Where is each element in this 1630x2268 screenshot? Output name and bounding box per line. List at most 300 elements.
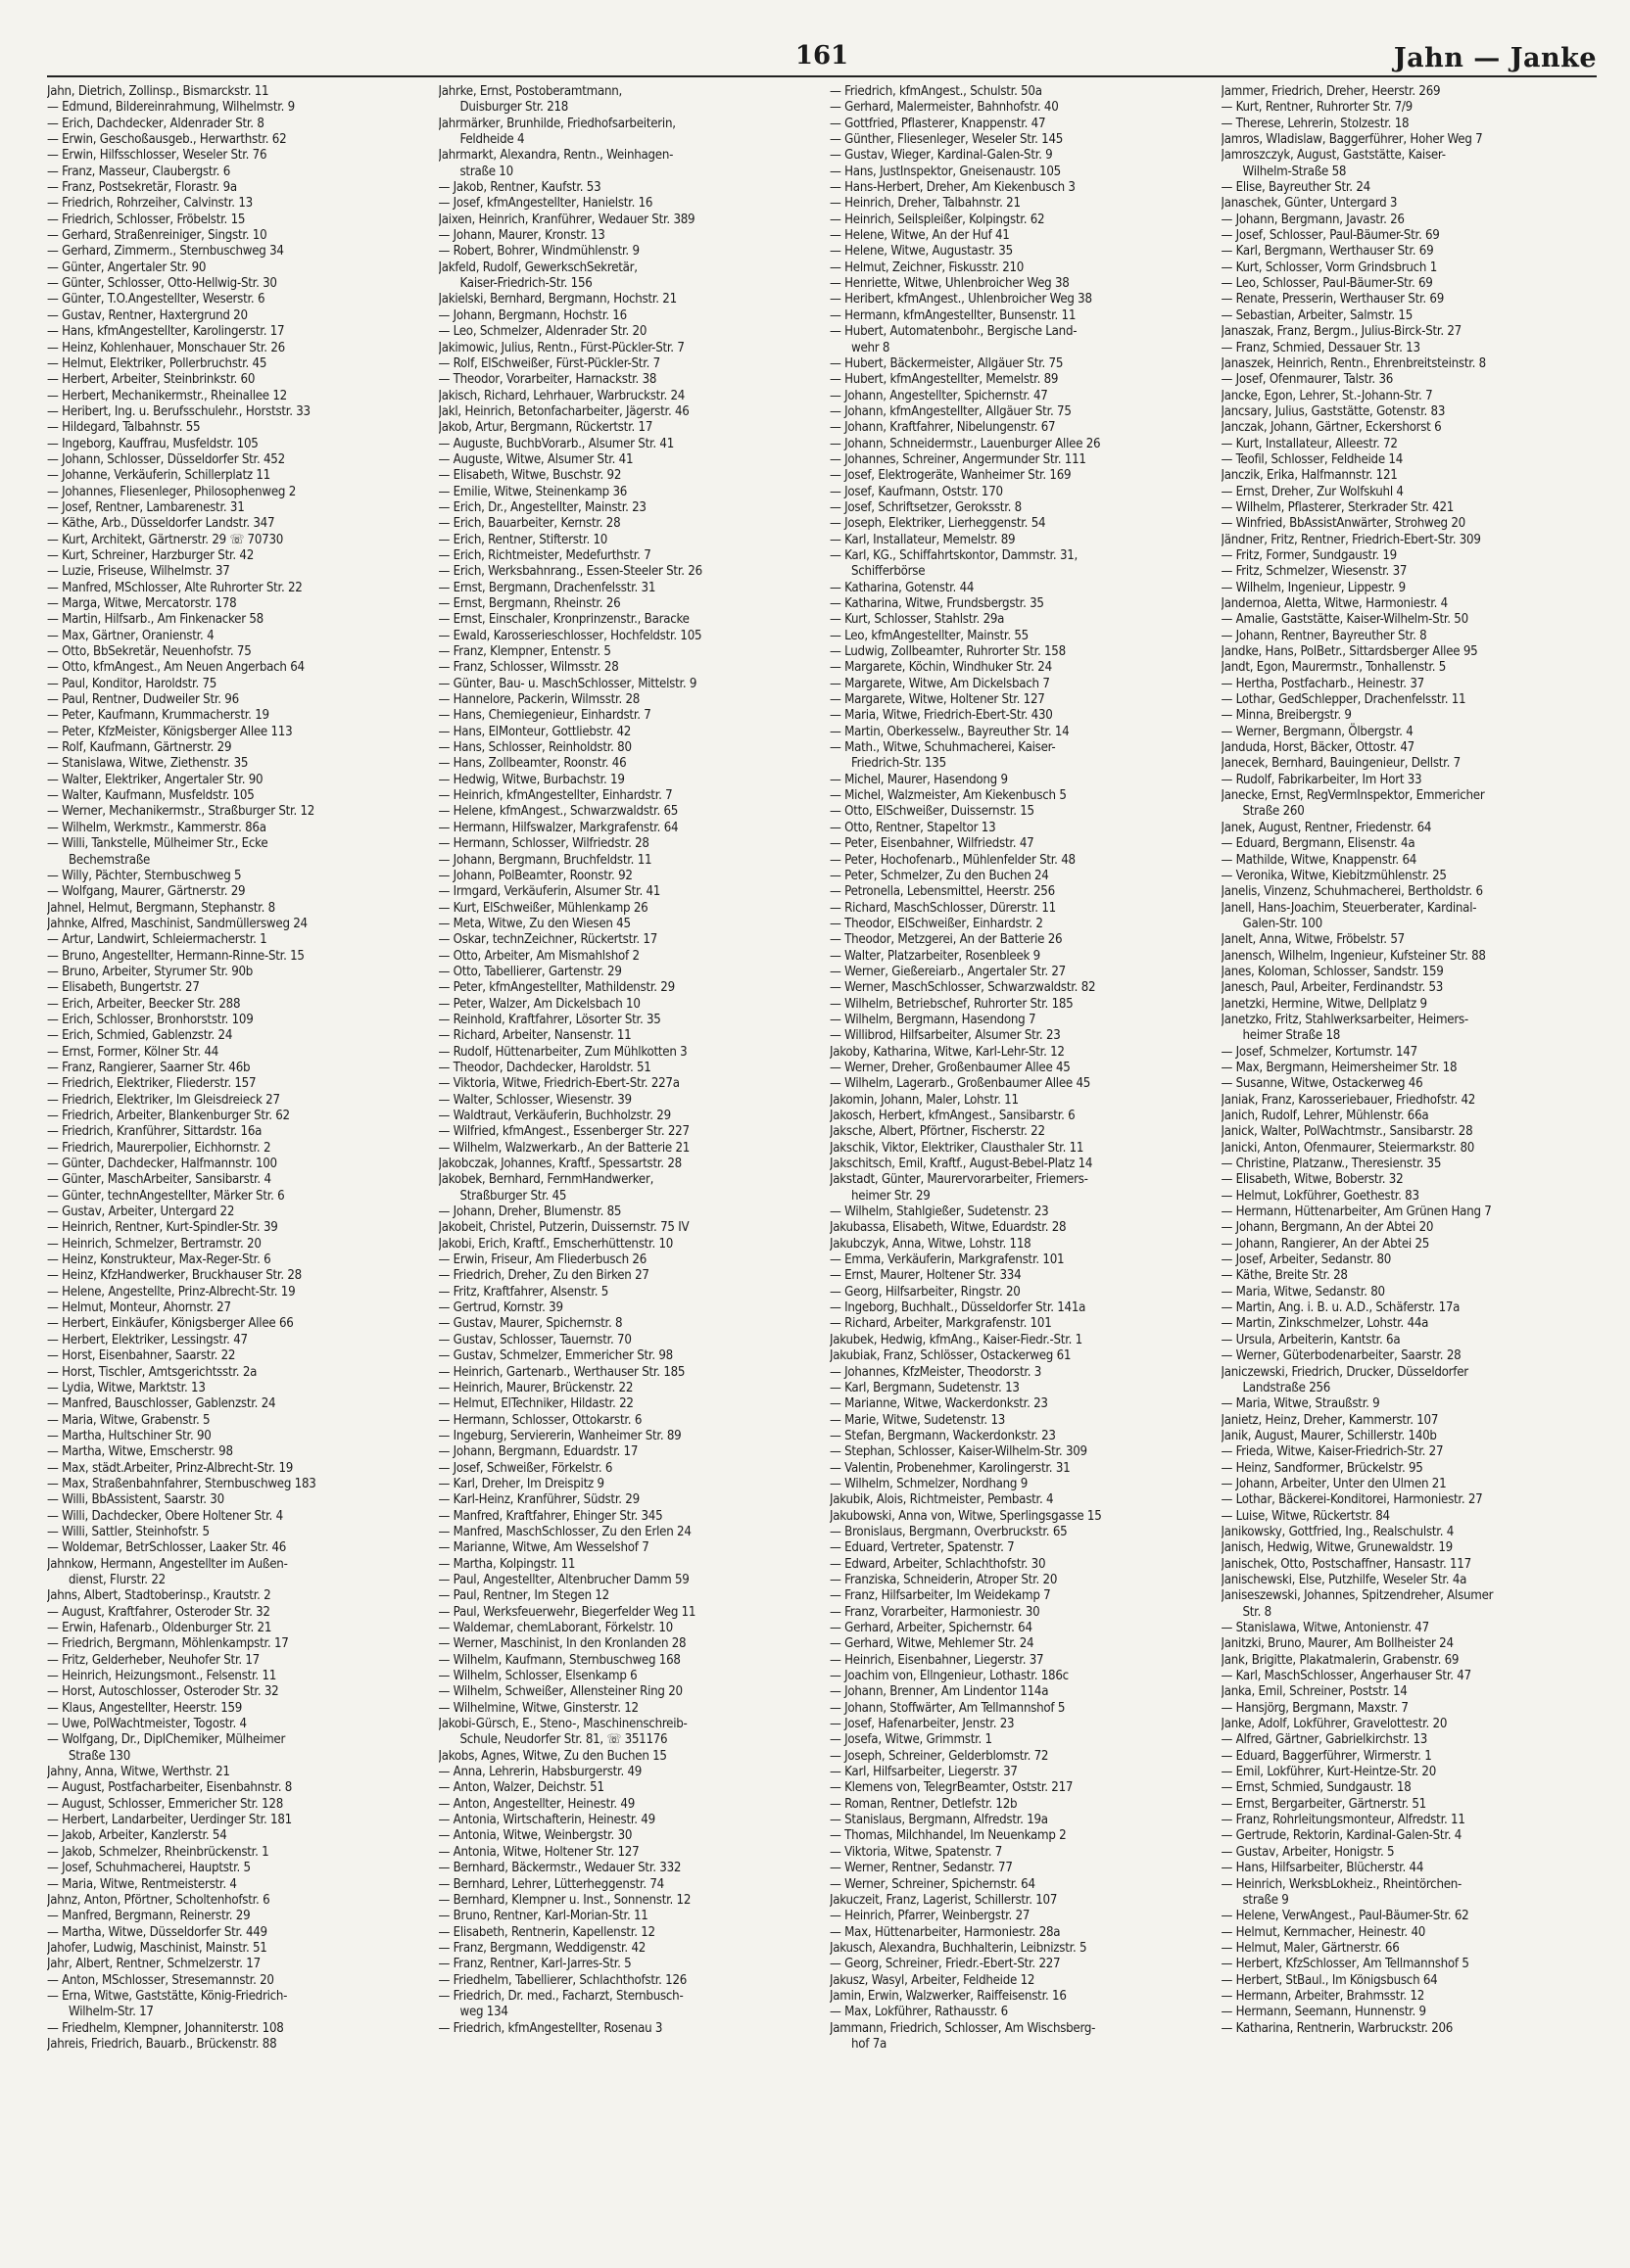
directory-entry: Janitzki, Bruno, Maurer, Am Bollheister 24 <box>1221 1636 1454 1652</box>
directory-entry: — Werner, Gießereiarb., Angertaler Str. 27 <box>830 964 1066 979</box>
directory-entry: — Manfred, Kraftfahrer, Ehinger Str. 345 <box>438 1508 663 1524</box>
directory-entry: — Elisabeth, Witwe, Buschstr. 92 <box>438 468 622 484</box>
directory-entry: — Martin, Zinkschmelzer, Lohstr. 44a <box>1221 1316 1429 1332</box>
directory-entry: — Georg, Schreiner, Friedr.-Ebert-Str. 227 <box>830 1957 1061 1972</box>
directory-entry: — Ingeborg, Buchhalt., Düsseldorfer Str. 141a <box>830 1300 1086 1316</box>
directory-entry: Janisch, Hedwig, Witwe, Grunewaldstr. 19 <box>1221 1540 1453 1556</box>
directory-entry: — Josef, Schuhmacherei, Hauptstr. 5 <box>47 1861 251 1876</box>
directory-entry: — Marie, Witwe, Sudetenstr. 13 <box>830 1412 1006 1428</box>
directory-entry: — Josef, kfmAngestellter, Hanielstr. 16 <box>438 196 653 212</box>
directory-entry: — Hedwig, Witwe, Burbachstr. 19 <box>438 772 625 787</box>
directory-entry: — Walter, Schlosser, Wiesenstr. 39 <box>438 1092 632 1108</box>
directory-entry: — Wolfgang, Dr., DiplChemiker, Mülheimer <box>47 1732 286 1748</box>
directory-entry: Janetzko, Fritz, Stahlwerksarbeiter, Heimers- <box>1221 1012 1468 1027</box>
directory-entry: — Ingeborg, Kauffrau, Musfeldstr. 105 <box>47 436 259 451</box>
directory-entry: — Willi, Sattler, Steinhofstr. 5 <box>47 1524 210 1539</box>
directory-entry: — Hubert, Automatenbohr., Bergische Land- <box>830 324 1078 340</box>
directory-entry: — Theodor, ElSchweißer, Einhardstr. 2 <box>830 916 1043 931</box>
directory-entry: — Gustav, Schmelzer, Emmericher Str. 98 <box>438 1348 673 1364</box>
directory-entry: — Bernhard, Klempner u. Inst., Sonnenstr. 12 <box>438 1892 692 1908</box>
directory-entry: — Martin, Ang. i. B. u. A.D., Schäferstr. 17a <box>1221 1300 1461 1316</box>
directory-entry: — Werner, Mechanikermstr., Straßburger Str. 12 <box>47 804 315 820</box>
directory-entry: — Günter, MaschArbeiter, Sansibarstr. 4 <box>47 1172 271 1188</box>
directory-entry: Janka, Emil, Schreiner, Poststr. 14 <box>1221 1684 1408 1700</box>
directory-entry: Bechemstraße <box>69 852 151 868</box>
directory-entry: — Karl, KG., Schiffahrtskontor, Dammstr. 31, <box>830 547 1079 563</box>
directory-entry: heimer Straße 18 <box>1242 1028 1341 1044</box>
directory-entry: — Rudolf, Hüttenarbeiter, Zum Mühlkotten 3 <box>438 1044 688 1060</box>
directory-entry: Jakisch, Richard, Lehrhauer, Warbruckstr. 24 <box>438 388 686 403</box>
directory-entry: — Walter, Elektriker, Angertaler Str. 90 <box>47 772 264 787</box>
directory-entry: — Erich, Werksbahnrang., Essen-Steeler Str. 26 <box>438 564 702 580</box>
directory-entry: — Johannes, KfzMeister, Theodorstr. 3 <box>830 1364 1042 1380</box>
directory-column-1 <box>47 84 423 2260</box>
directory-entry: — Ernst, Bergarbeiter, Gärtnerstr. 51 <box>1221 1796 1426 1812</box>
directory-entry: — Heinz, Kohlenhauer, Monschauer Str. 26 <box>47 340 285 355</box>
directory-entry: Janesch, Paul, Arbeiter, Ferdinandstr. 53 <box>1221 980 1444 996</box>
directory-entry: Feldheide 4 <box>459 132 525 148</box>
directory-entry: — Hans, Schlosser, Reinholdstr. 80 <box>438 740 632 756</box>
directory-entry: — Hans, ElMonteur, Gottliebstr. 42 <box>438 724 632 739</box>
directory-entry: Jahnel, Helmut, Bergmann, Stephanstr. 8 <box>47 900 275 916</box>
directory-entry: — Wilhelmine, Witwe, Ginsterstr. 12 <box>438 1700 639 1716</box>
directory-entry: Janduda, Horst, Bäcker, Ottostr. 47 <box>1221 740 1414 756</box>
directory-entry: — Bruno, Arbeiter, Styrumer Str. 90b <box>47 964 254 979</box>
directory-entry: — Werner, MaschSchlosser, Schwarzwaldstr. 82 <box>830 980 1096 996</box>
directory-entry: — Rolf, ElSchweißer, Fürst-Pückler-Str. 7 <box>438 355 660 371</box>
directory-entry: — Heinrich, kfmAngestellter, Einhardstr. 7 <box>438 788 673 804</box>
directory-entry: — Willi, Tankstelle, Mülheimer Str., Ecke <box>47 836 268 852</box>
directory-entry: Janiseszewski, Johannes, Spitzendreher, Alsumer <box>1221 1588 1494 1604</box>
directory-entry: — Anton, Walzer, Deichstr. 51 <box>438 1780 604 1796</box>
directory-entry: — Friedrich, Schlosser, Fröbelstr. 15 <box>47 212 246 227</box>
directory-entry: — Woldemar, BetrSchlosser, Laaker Str. 46 <box>47 1540 287 1556</box>
directory-entry: — Bruno, Rentner, Karl-Morian-Str. 11 <box>438 1909 648 1924</box>
directory-entry: — Wilhelm, Betriebschef, Ruhrorter Str. 185 <box>830 996 1074 1012</box>
directory-entry: — Elisabeth, Bungertstr. 27 <box>47 980 200 996</box>
directory-entry: Landstraße 256 <box>1242 1380 1331 1395</box>
directory-entry: — Hertha, Postfacharb., Heinestr. 37 <box>1221 676 1424 691</box>
directory-entry: Jakstadt, Günter, Maurervorarbeiter, Friemers- <box>830 1172 1088 1188</box>
directory-entry: Jakimowic, Julius, Rentn., Fürst-Pückler-Str. 7 <box>438 340 685 355</box>
directory-entry: — Johann, PolBeamter, Roonstr. 92 <box>438 868 633 883</box>
directory-entry: — Petronella, Lebensmittel, Heerstr. 256 <box>830 884 1055 900</box>
directory-entry: — Lothar, Bäckerei-Konditorei, Harmoniestr. 27 <box>1221 1492 1483 1508</box>
directory-column-3 <box>830 84 1206 2260</box>
directory-entry: — Veronika, Witwe, Kiebitzmühlenstr. 25 <box>1221 868 1447 883</box>
directory-entry: — Herbert, KfzSchlosser, Am Tellmannshof 5 <box>1221 1957 1469 1972</box>
directory-entry: — Hermann, Hüttenarbeiter, Am Grünen Hang 7 <box>1221 1205 1492 1220</box>
directory-entry: Schifferbörse <box>851 564 926 580</box>
directory-entry: — Otto, kfmAngest., Am Neuen Angerbach 64 <box>47 660 305 676</box>
directory-entry: — Karl, Bergmann, Werthauser Str. 69 <box>1221 244 1434 260</box>
directory-entry: Janicki, Anton, Ofenmaurer, Steiermarkstr. 80 <box>1221 1140 1475 1156</box>
directory-entry: — Edward, Arbeiter, Schlachthofstr. 30 <box>830 1556 1046 1572</box>
directory-entry: — Ewald, Karosserieschlosser, Hochfeldstr. 105 <box>438 628 702 643</box>
directory-entry: — Wilhelm, Schmelzer, Nordhang 9 <box>830 1476 1029 1491</box>
directory-entry: wehr 8 <box>851 340 890 355</box>
directory-entry: — Martin, Hilfsarb., Am Finkenacker 58 <box>47 612 264 628</box>
directory-entry: — Käthe, Arb., Düsseldorfer Landstr. 347 <box>47 516 275 532</box>
directory-entry: — Max, Straßenbahnfahrer, Sternbuschweg 183 <box>47 1476 316 1491</box>
directory-entry: — Stanislawa, Witwe, Ziethenstr. 35 <box>47 756 249 772</box>
directory-entry: — Kurt, Schlosser, Vorm Grindsbruch 1 <box>1221 260 1437 275</box>
directory-entry: Janensch, Wilhelm, Ingenieur, Kufsteiner Str. 88 <box>1221 948 1486 964</box>
directory-entry: — Heinrich, Seilspleißer, Kolpingstr. 62 <box>830 212 1045 227</box>
directory-entry: — Franz, Bergmann, Weddigenstr. 42 <box>438 1940 647 1956</box>
directory-entry: — Gerhard, Arbeiter, Spichernstr. 64 <box>830 1621 1032 1635</box>
directory-entry: Jamin, Erwin, Walzwerker, Raiffeisenstr. 16 <box>830 1988 1067 2004</box>
directory-entry: — Fritz, Former, Sundgaustr. 19 <box>1221 547 1397 563</box>
directory-entry: Jakuczeit, Franz, Lagerist, Schillerstr. 107 <box>830 1892 1058 1908</box>
directory-entry: — Jakob, Rentner, Kaufstr. 53 <box>438 180 601 196</box>
directory-entry: — Friedrich, Dr. med., Facharzt, Sternbusch- <box>438 1988 684 2004</box>
directory-entry: — Ingeburg, Serviererin, Wanheimer Str. 89 <box>438 1428 682 1443</box>
directory-entry: — Herbert, Elektriker, Lessingstr. 47 <box>47 1332 248 1347</box>
directory-entry: — Helene, Angestellte, Prinz-Albrecht-Str. 19 <box>47 1284 296 1299</box>
directory-entry: Jamros, Wladislaw, Baggerführer, Hoher Weg 7 <box>1221 132 1483 148</box>
directory-entry: — Peter, kfmAngestellter, Mathildenstr. 29 <box>438 980 675 996</box>
directory-entry: — Franz, Klempner, Entenstr. 5 <box>438 644 611 660</box>
directory-entry: — Franz, Vorarbeiter, Harmoniestr. 30 <box>830 1604 1040 1620</box>
directory-entry: Janiczewski, Friedrich, Drucker, Düsseldorfer <box>1221 1364 1468 1380</box>
directory-entry: Janell, Hans-Joachim, Steuerberater, Kardinal- <box>1221 900 1477 916</box>
directory-entry: — Willi, Dachdecker, Obere Holtener Str. 4 <box>47 1508 283 1524</box>
directory-entry: — Johann, Bergmann, Bruchfeldstr. 11 <box>438 852 652 868</box>
directory-entry: — Paul, Rentner, Dudweiler Str. 96 <box>47 692 239 708</box>
directory-entry: Jändner, Fritz, Rentner, Friedrich-Ebert-Str. 309 <box>1221 532 1481 547</box>
directory-entry: — Manfred, MSchlosser, Alte Ruhrorter Str. 22 <box>47 580 303 595</box>
directory-entry: — Elisabeth, Rentnerin, Kapellenstr. 12 <box>438 1924 655 1940</box>
directory-entry: — Johann, Stoffwärter, Am Tellmannshof 5 <box>830 1700 1066 1716</box>
directory-entry: — Irmgard, Verkäuferin, Alsumer Str. 41 <box>438 884 661 900</box>
directory-entry: — Robert, Bohrer, Windmühlenstr. 9 <box>438 244 640 260</box>
directory-entry: — Peter, Walzer, Am Dickelsbach 10 <box>438 996 641 1012</box>
directory-entry: Janischek, Otto, Postschaffner, Hansastr. 117 <box>1221 1556 1471 1572</box>
directory-entry: Jakielski, Bernhard, Bergmann, Hochstr. 21 <box>438 292 677 307</box>
directory-entry: — Stefan, Bergmann, Wackerdonkstr. 23 <box>830 1428 1056 1443</box>
directory-entry: Janikowsky, Gottfried, Ing., Realschulstr. 4 <box>1221 1524 1455 1539</box>
directory-entry: — Erich, Schmied, Gablenzstr. 24 <box>47 1028 233 1044</box>
directory-entry: — Heinrich, Rentner, Kurt-Spindler-Str. 39 <box>47 1220 278 1236</box>
directory-entry: Jakubik, Alois, Richtmeister, Pembastr. 4 <box>830 1492 1054 1508</box>
directory-entry: — Friedrich, Elektriker, Im Gleisdreieck 27 <box>47 1092 280 1108</box>
directory-entry: — Otto, BbSekretär, Neuenhofstr. 75 <box>47 644 252 660</box>
directory-entry: — Gertrud, Kornstr. 39 <box>438 1300 563 1316</box>
directory-entry: — Viktoria, Witwe, Friedrich-Ebert-Str. 227a <box>438 1076 680 1092</box>
directory-entry: — Bernhard, Bäckermstr., Wedauer Str. 332 <box>438 1861 682 1876</box>
directory-entry: Janes, Koloman, Schlosser, Sandstr. 159 <box>1221 964 1444 979</box>
directory-entry: — Gerhard, Malermeister, Bahnhofstr. 40 <box>830 100 1059 116</box>
directory-entry: Janischewski, Else, Putzhilfe, Weseler Str. 4a <box>1221 1572 1467 1587</box>
directory-entry: — Renate, Presserin, Werthauser Str. 69 <box>1221 292 1445 307</box>
directory-entry: — Max, städt.Arbeiter, Prinz-Albrecht-Str. 19 <box>47 1460 294 1476</box>
directory-entry: — Heinrich, Gartenarb., Werthauser Str. 185 <box>438 1364 686 1380</box>
directory-entry: Straßburger Str. 45 <box>459 1188 567 1204</box>
directory-entry: Wilhelm-Str. 17 <box>69 2005 154 2020</box>
directory-entry: — Karl, Dreher, Im Dreispitz 9 <box>438 1476 604 1491</box>
directory-entry: — Manfred, MaschSchlosser, Zu den Erlen 24 <box>438 1524 692 1539</box>
directory-entry: — Hans, JustInspektor, Gneisenaustr. 105 <box>830 164 1061 179</box>
directory-entry: — Emma, Verkäuferin, Markgrafenstr. 101 <box>830 1252 1065 1268</box>
directory-entry: — Werner, Güterbodenarbeiter, Saarstr. 28 <box>1221 1348 1462 1364</box>
directory-entry: — Heinrich, Heizungsmont., Felsenstr. 11 <box>47 1669 277 1684</box>
directory-entry: — Günter, Angertaler Str. 90 <box>47 260 207 275</box>
directory-entry: — Math., Witwe, Schuhmacherei, Kaiser- <box>830 740 1056 756</box>
directory-entry: — Manfred, Bauschlosser, Gablenzstr. 24 <box>47 1396 276 1412</box>
directory-entry: — Friedhelm, Klempner, Johanniterstr. 108 <box>47 2020 284 2036</box>
directory-entry: Janetzki, Hermine, Witwe, Dellplatz 9 <box>1221 996 1427 1012</box>
directory-entry: — Bernhard, Lehrer, Lütterheggenstr. 74 <box>438 1876 664 1892</box>
directory-entry: — Oskar, technZeichner, Rückertstr. 17 <box>438 932 658 948</box>
directory-entry: — Wilhelm, Pflasterer, Sterkrader Str. 421 <box>1221 499 1455 515</box>
directory-entry: — Wilhelm, Stahlgießer, Sudetenstr. 23 <box>830 1205 1049 1220</box>
directory-entry: — Karl, Installateur, Memelstr. 89 <box>830 532 1016 547</box>
directory-entry: — Richard, MaschSchlosser, Dürerstr. 11 <box>830 900 1056 916</box>
directory-entry: — Stanislawa, Witwe, Antonienstr. 47 <box>1221 1621 1429 1635</box>
directory-entry: — Erwin, Friseur, Am Fliederbusch 26 <box>438 1252 647 1268</box>
directory-entry: Jakoby, Katharina, Witwe, Karl-Lehr-Str. 12 <box>830 1044 1065 1060</box>
directory-entry: — Fritz, Schmelzer, Wiesenstr. 37 <box>1221 564 1408 580</box>
directory-entry: Jakobek, Bernhard, FernmHandwerker, <box>438 1172 654 1188</box>
directory-entry: — Helene, Witwe, An der Huf 41 <box>830 228 1010 244</box>
directory-entry: Jahrmärker, Brunhilde, Friedhofsarbeiterin, <box>438 116 676 131</box>
directory-entry: Jakubek, Hedwig, kfmAng., Kaiser-Fiedr.-Str. 1 <box>830 1332 1082 1347</box>
directory-entry: Jahn, Dietrich, Zollinsp., Bismarckstr. 11 <box>47 84 269 99</box>
directory-entry: — Günter, Dachdecker, Halfmannstr. 100 <box>47 1157 277 1172</box>
directory-entry: — Johann, Bergmann, An der Abtei 20 <box>1221 1220 1434 1236</box>
directory-entry: — Hans, kfmAngestellter, Karolingerstr. 17 <box>47 324 285 340</box>
directory-entry: — Karl-Heinz, Kranführer, Südstr. 29 <box>438 1492 640 1508</box>
directory-entry: Jaixen, Heinrich, Kranführer, Wedauer Str. 389 <box>438 212 695 227</box>
directory-entry: — Peter, Schmelzer, Zu den Buchen 24 <box>830 868 1049 883</box>
directory-entry: — Eduard, Bergmann, Elisenstr. 4a <box>1221 836 1415 852</box>
directory-entry: — Willibrod, Hilfsarbeiter, Alsumer Str. 23 <box>830 1028 1061 1044</box>
directory-entry: — Martha, Witwe, Düsseldorfer Str. 449 <box>47 1924 267 1940</box>
directory-entry: — Erich, Arbeiter, Beecker Str. 288 <box>47 996 241 1012</box>
directory-entry: Jakubiak, Franz, Schlösser, Ostackerweg 61 <box>830 1348 1072 1364</box>
directory-entry: — Helene, kfmAngest., Schwarzwaldstr. 65 <box>438 804 679 820</box>
directory-entry: — Karl, Hilfsarbeiter, Liegerstr. 37 <box>830 1765 1018 1780</box>
directory-entry: — Friedrich, Bergmann, Möhlenkampstr. 17 <box>47 1636 289 1652</box>
directory-entry: Janich, Rudolf, Lehrer, Mühlenstr. 66a <box>1221 1109 1429 1123</box>
directory-entry: — Wilhelm, Werkmstr., Kammerstr. 86a <box>47 820 266 835</box>
directory-entry: — Friedrich, kfmAngest., Schulstr. 50a <box>830 84 1042 99</box>
directory-entry: — Ernst, Bergmann, Drachenfelsstr. 31 <box>438 580 656 595</box>
directory-entry: — Luzie, Friseuse, Wilhelmstr. 37 <box>47 564 230 580</box>
directory-entry: — Franz, Schlosser, Wilmsstr. 28 <box>438 660 619 676</box>
directory-entry: Jamroszczyk, August, Gaststätte, Kaiser- <box>1221 148 1446 164</box>
directory-entry: Jaksche, Albert, Pförtner, Fischerstr. 22 <box>830 1124 1045 1140</box>
directory-entry: Jakusch, Alexandra, Buchhalterin, Leibnizstr. 5 <box>830 1940 1087 1956</box>
directory-entry: — Erich, Richtmeister, Medefurthstr. 7 <box>438 547 651 563</box>
directory-entry: — Mathilde, Witwe, Knappenstr. 64 <box>1221 852 1417 868</box>
directory-entry: — Stephan, Schlosser, Kaiser-Wilhelm-Str. 309 <box>830 1444 1087 1460</box>
directory-entry: — Otto, ElSchweißer, Duissernstr. 15 <box>830 804 1034 820</box>
directory-entry: — Anton, Angestellter, Heinestr. 49 <box>438 1796 636 1812</box>
directory-entry: — Friedhelm, Tabellierer, Schlachthofstr. 126 <box>438 1972 688 1988</box>
directory-entry: — Heinz, Sandformer, Brückelstr. 95 <box>1221 1460 1423 1476</box>
directory-entry: — Amalie, Gaststätte, Kaiser-Wilhelm-Str. 50 <box>1221 612 1468 628</box>
directory-entry: Jancke, Egon, Lehrer, St.-Johann-Str. 7 <box>1221 388 1433 403</box>
directory-entry: — Ernst, Schmied, Sundgaustr. 18 <box>1221 1780 1412 1796</box>
directory-entry: — Kurt, Architekt, Gärtnerstr. 29 ☏ 70730 <box>47 532 284 547</box>
directory-entry: — Leo, Schlosser, Paul-Bäumer-Str. 69 <box>1221 276 1433 292</box>
directory-entry: — Peter, Eisenbahner, Wilfriedstr. 47 <box>830 836 1034 852</box>
directory-entry: — Erwin, Geschoßausgeb., Herwarthstr. 62 <box>47 132 287 148</box>
directory-entry: — Wilhelm, Lagerarb., Großenbaumer Allee 45 <box>830 1076 1091 1092</box>
page-number: 161 <box>794 41 849 71</box>
directory-entry: — Erich, Schlosser, Bronhorststr. 109 <box>47 1012 254 1027</box>
directory-entry: — Josef, Elektrogeräte, Wanheimer Str. 169 <box>830 468 1072 484</box>
directory-entry: Jancsary, Julius, Gaststätte, Gotenstr. 83 <box>1221 403 1446 419</box>
directory-entry: Jahreis, Friedrich, Bauarb., Brückenstr. 88 <box>47 2036 277 2052</box>
directory-entry: Schule, Neudorfer Str. 81, ☏ 351176 <box>459 1732 668 1748</box>
directory-entry: — Gerhard, Straßenreiniger, Singstr. 10 <box>47 228 267 244</box>
directory-entry: — Gustav, Arbeiter, Honigstr. 5 <box>1221 1844 1395 1860</box>
directory-entry: — Helmut, Elektriker, Pollerbruchstr. 45 <box>47 355 267 371</box>
directory-entry: — August, Schlosser, Emmericher Str. 128 <box>47 1796 283 1812</box>
directory-entry: — Leo, Schmelzer, Aldenrader Str. 20 <box>438 324 647 340</box>
directory-entry: — Franz, Hilfsarbeiter, Im Weidekamp 7 <box>830 1588 1051 1604</box>
directory-entry: — Kurt, Installateur, Alleestr. 72 <box>1221 436 1398 451</box>
directory-entry: Janaszek, Heinrich, Rentn., Ehrenbreitsteinstr. 8 <box>1221 355 1486 371</box>
directory-entry: — Theodor, Metzgerei, An der Batterie 26 <box>830 932 1063 948</box>
directory-entry: — Luise, Witwe, Rückertstr. 84 <box>1221 1508 1390 1524</box>
directory-entry: Jahny, Anna, Witwe, Werthstr. 21 <box>47 1765 230 1780</box>
directory-entry: — Gustav, Maurer, Spichernstr. 8 <box>438 1316 623 1332</box>
header-rule <box>47 75 1597 77</box>
directory-entry: — Josef, Schweißer, Förkelstr. 6 <box>438 1460 613 1476</box>
directory-entry: — Johann, Maurer, Kronstr. 13 <box>438 228 605 244</box>
directory-entry: — Hermann, Seemann, Hunnenstr. 9 <box>1221 2005 1426 2020</box>
directory-entry: — Joachim von, Ellngenieur, Lothastr. 186c <box>830 1669 1069 1684</box>
directory-entry: — Johann, Angestellter, Spichernstr. 47 <box>830 388 1048 403</box>
directory-entry: — Werner, Schreiner, Spichernstr. 64 <box>830 1876 1035 1892</box>
directory-entry: — Ernst, Dreher, Zur Wolfskuhl 4 <box>1221 484 1404 499</box>
directory-entry: — Wilfried, kfmAngest., Essenberger Str. 227 <box>438 1124 690 1140</box>
directory-entry: — Marianne, Witwe, Wackerdonkstr. 23 <box>830 1396 1048 1412</box>
directory-entry: — Käthe, Breite Str. 28 <box>1221 1268 1348 1284</box>
directory-entry: — Hermann, Hilfswalzer, Markgrafenstr. 64 <box>438 820 679 835</box>
directory-entry: — Elisabeth, Witwe, Boberstr. 32 <box>1221 1172 1404 1188</box>
directory-entry: Jakusz, Wasyl, Arbeiter, Feldheide 12 <box>830 1972 1035 1988</box>
directory-entry: Jank, Brigitte, Plakatmalerin, Grabenstr. 69 <box>1221 1652 1460 1668</box>
directory-entry: — Georg, Hilfsarbeiter, Ringstr. 20 <box>830 1284 1021 1299</box>
directory-entry: — Günter, T.O.Angestellter, Weserstr. 6 <box>47 292 265 307</box>
directory-entry: — Josef, Hafenarbeiter, Jenstr. 23 <box>830 1717 1015 1732</box>
directory-entry: — Hermann, Arbeiter, Brahmsstr. 12 <box>1221 1988 1425 2004</box>
directory-entry: — Christine, Platzanw., Theresienstr. 35 <box>1221 1157 1442 1172</box>
directory-entry: — Katharina, Rentnerin, Warbruckstr. 206 <box>1221 2020 1454 2036</box>
directory-entry: — Otto, Arbeiter, Am Mismahlshof 2 <box>438 948 640 964</box>
directory-entry: — Walter, Kaufmann, Musfeldstr. 105 <box>47 788 255 804</box>
directory-entry: Janelis, Vinzenz, Schuhmacherei, Bertholdstr. 6 <box>1221 884 1483 900</box>
directory-entry: — Kurt, Schlosser, Stahlstr. 29a <box>830 612 1005 628</box>
directory-entry: — Herbert, Mechanikermstr., Rheinallee 12 <box>47 388 287 403</box>
directory-entry: Jahrke, Ernst, Postoberamtmann, <box>438 84 623 99</box>
directory-entry: — Josef, Kaufmann, Oststr. 170 <box>830 484 1003 499</box>
directory-entry: — Josef, Schlosser, Paul-Bäumer-Str. 69 <box>1221 228 1440 244</box>
directory-entry: — Maria, Witwe, Friedrich-Ebert-Str. 430 <box>830 708 1053 724</box>
directory-entry: — Margarete, Witwe, Am Dickelsbach 7 <box>830 676 1050 691</box>
directory-entry: — Franz, Rentner, Karl-Jarres-Str. 5 <box>438 1957 632 1972</box>
directory-entry: Jakobs, Agnes, Witwe, Zu den Buchen 15 <box>438 1748 667 1764</box>
directory-entry: Jammer, Friedrich, Dreher, Heerstr. 269 <box>1221 84 1441 99</box>
directory-entry: — Maria, Witwe, Rentmeisterstr. 4 <box>47 1876 237 1892</box>
directory-entry: — Teofil, Schlosser, Feldheide 14 <box>1221 451 1404 467</box>
directory-entry: — Friedrich, Arbeiter, Blankenburger Str. 62 <box>47 1109 290 1123</box>
directory-entry: — Josef, Ofenmaurer, Talstr. 36 <box>1221 372 1394 388</box>
directory-entry: Janecke, Ernst, RegVermInspektor, Emmericher <box>1221 788 1485 804</box>
directory-entry: — Willy, Pächter, Sternbuschweg 5 <box>47 868 242 883</box>
directory-entry: — Ernst, Maurer, Holtener Str. 334 <box>830 1268 1022 1284</box>
directory-entry: — Franziska, Schneiderin, Atroper Str. 20 <box>830 1572 1058 1587</box>
directory-entry: — Günther, Fliesenleger, Weseler Str. 145 <box>830 132 1064 148</box>
directory-entry: Jakschik, Viktor, Elektriker, Clausthaler Str. 11 <box>830 1140 1084 1156</box>
directory-entry: — Werner, Rentner, Sedanstr. 77 <box>830 1861 1013 1876</box>
directory-entry: — Franz, Schmied, Dessauer Str. 13 <box>1221 340 1420 355</box>
directory-entry: Jahnke, Alfred, Maschinist, Sandmüllersweg 24 <box>47 916 308 931</box>
directory-entry: — Marga, Witwe, Mercatorstr. 178 <box>47 596 237 611</box>
directory-entry: — Hans, Chemiegenieur, Einhardstr. 7 <box>438 708 651 724</box>
directory-entry: — Minna, Breibergstr. 9 <box>1221 708 1352 724</box>
directory-entry: — Max, Gärtner, Oranienstr. 4 <box>47 628 215 643</box>
directory-entry: Wilhelm-Straße 58 <box>1242 164 1347 179</box>
directory-entry: — Ernst, Former, Kölner Str. 44 <box>47 1044 219 1060</box>
directory-entry: — Johann, Bergmann, Hochstr. 16 <box>438 307 627 323</box>
directory-entry: — Peter, Hochofenarb., Mühlenfelder Str. 48 <box>830 852 1076 868</box>
directory-entry: — Peter, KfzMeister, Königsberger Allee 113 <box>47 724 293 739</box>
directory-entry: — Johann, Schneidermstr., Lauenburger Allee 26 <box>830 436 1101 451</box>
directory-entry: — Johann, Bergmann, Eduardstr. 17 <box>438 1444 639 1460</box>
directory-entry: Str. 8 <box>1242 1604 1271 1620</box>
directory-entry: — Franz, Rangierer, Saarner Str. 46b <box>47 1060 251 1075</box>
directory-entry: Jandke, Hans, PolBetr., Sittardsberger Allee 95 <box>1221 644 1478 660</box>
directory-entry: — Johann, Brenner, Am Lindentor 114a <box>830 1684 1049 1700</box>
directory-entry: — Friedrich, Elektriker, Fliederstr. 157 <box>47 1076 257 1092</box>
directory-entry: Kaiser-Friedrich-Str. 156 <box>459 276 593 292</box>
directory-entry: — Reinhold, Kraftfahrer, Lösorter Str. 35 <box>438 1012 661 1027</box>
directory-entry: — Helmut, ElTechniker, Hildastr. 22 <box>438 1396 634 1412</box>
directory-entry: — Kurt, ElSchweißer, Mühlenkamp 26 <box>438 900 648 916</box>
directory-entry: — Fritz, Gelderheber, Neuhofer Str. 17 <box>47 1652 260 1668</box>
directory-entry: heimer Str. 29 <box>851 1188 931 1204</box>
directory-entry: — Peter, Kaufmann, Krummacherstr. 19 <box>47 708 269 724</box>
directory-entry: — Paul, Angestellter, Altenbrucher Damm 59 <box>438 1572 690 1587</box>
directory-entry: — Hermann, kfmAngestellter, Bunsenstr. 11 <box>830 307 1077 323</box>
directory-entry: — Günter, Bau- u. MaschSchlosser, Mittelstr. 9 <box>438 676 697 691</box>
directory-entry: straße 9 <box>1242 1892 1289 1908</box>
directory-entry: — Heinrich, Pfarrer, Weinbergstr. 27 <box>830 1909 1031 1924</box>
directory-entry: — Heinrich, Schmelzer, Bertramstr. 20 <box>47 1236 262 1252</box>
directory-entry: Straße 130 <box>69 1748 131 1764</box>
directory-entry: — Edmund, Bildereinrahmung, Wilhelmstr. 9 <box>47 100 295 116</box>
directory-entry: — Karl, MaschSchlosser, Angerhauser Str. 47 <box>1221 1669 1471 1684</box>
directory-entry: — Erwin, Hilfsschlosser, Weseler Str. 76 <box>47 148 267 164</box>
directory-entry: Janiak, Franz, Karosseriebauer, Friedhofstr. 42 <box>1221 1092 1476 1108</box>
directory-entry: — Otto, Rentner, Stapeltor 13 <box>830 820 996 835</box>
directory-entry: Straße 260 <box>1242 804 1305 820</box>
directory-entry: — Rudolf, Fabrikarbeiter, Im Hort 33 <box>1221 772 1422 787</box>
directory-entry: — Herbert, Landarbeiter, Uerdinger Str. 181 <box>47 1813 292 1828</box>
directory-entry: — Anna, Lehrerin, Habsburgerstr. 49 <box>438 1765 643 1780</box>
directory-entry: — Martha, Witwe, Emscherstr. 98 <box>47 1444 233 1460</box>
directory-entry: — Rolf, Kaufmann, Gärtnerstr. 29 <box>47 740 232 756</box>
directory-entry: — Max, Hüttenarbeiter, Harmoniestr. 28a <box>830 1924 1061 1940</box>
directory-entry: — Franz, Rohrleitungsmonteur, Alfredstr. 11 <box>1221 1813 1465 1828</box>
directory-entry: — Friedrich, Dreher, Zu den Birken 27 <box>438 1268 649 1284</box>
